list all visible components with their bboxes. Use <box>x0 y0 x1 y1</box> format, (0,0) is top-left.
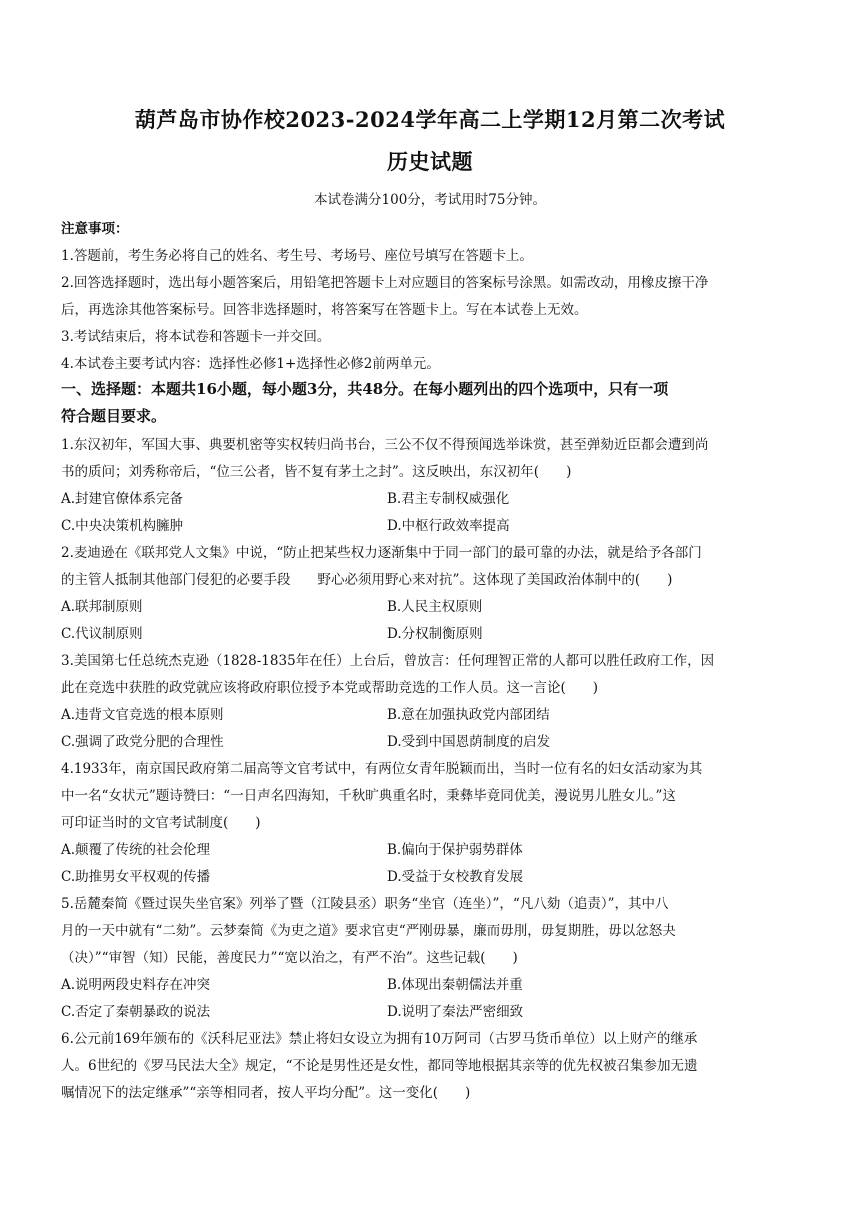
question-2-stem: 2.麦迪逊在《联邦党人文集》中说，“防止把某些权力逐渐集中于同一部门的最可靠的办法，就是给予各部门 <box>61 545 702 561</box>
section-heading-cont: 符合题目要求。 <box>61 407 167 425</box>
note-item: 4.本试卷主要考试内容：选择性必修1+选择性必修2前两单元。 <box>61 356 440 372</box>
question-3-stem: 此在竞选中获胜的政党就应该将政府职位授予本党或帮助竞选的工作人员。这一言论( ) <box>61 680 599 696</box>
section-heading: 一、选择题：本题共16小题，每小题3分，共48分。在每小题列出的四个选项中，只有一项 <box>61 380 669 398</box>
q5-option-b: B.体现出秦朝儒法并重 <box>387 977 523 993</box>
notes-heading: 注意事项： <box>61 221 129 237</box>
exam-title: 葫芦岛市协作校2023-2024学年高二上学期12月第二次考试 <box>134 107 726 132</box>
q1-option-c: C.中央决策机构臃肿 <box>61 518 184 534</box>
q4-option-a: A.颠覆了传统的社会伦理 <box>61 842 211 858</box>
question-6-stem: 人。6世纪的《罗马民法大全》规定，“不论是男性还是女性，都同等地根据其亲等的优先权被召集参加无遗 <box>61 1058 698 1074</box>
q4-option-c: C.助推男女平权观的传播 <box>61 869 211 885</box>
question-2-stem: 的主管人抵制其他部门侵犯的必要手段 野心必须用野心来对抗”。这体现了美国政治体制中的( ) <box>61 572 673 588</box>
q1-option-b: B.君主专制权威强化 <box>387 491 510 507</box>
question-4-stem: 可印证当时的文官考试制度( ) <box>61 815 261 831</box>
exam-subject: 历史试题 <box>387 149 473 174</box>
q5-option-c: C.否定了秦朝暴政的说法 <box>61 1004 211 1020</box>
q3-option-a: A.违背文官竞选的根本原则 <box>61 707 224 723</box>
q5-option-d: D.说明了秦法严密细致 <box>387 1004 524 1020</box>
question-1-stem: 书的质问；刘秀称帝后，“位三公者，皆不复有茅土之封”。这反映出，东汉初年( ) <box>61 464 572 480</box>
q3-option-b: B.意在加强执政党内部团结 <box>387 707 550 723</box>
question-6-stem: 嘱情况下的法定继承”“亲等相同者，按人平均分配”。这一变化( ) <box>61 1085 471 1101</box>
q1-option-a: A.封建官僚体系完备 <box>61 491 184 507</box>
q2-option-c: C.代议制原则 <box>61 626 143 642</box>
question-5-stem: 月的一天中就有“二劾”。云梦秦简《为吏之道》要求官吏“严刚毋暴，廉而毋刖，毋复期胜，毋以忿怒夬 <box>61 923 676 939</box>
exam-info: 本试卷满分100分，考试用时75分钟。 <box>314 192 546 208</box>
question-6-stem: 6.公元前169年颁布的《沃科尼亚法》禁止将妇女设立为拥有10万阿司（古罗马货币单位）以上财产的继承 <box>61 1031 698 1047</box>
q1-option-d: D.中枢行政效率提高 <box>387 518 510 534</box>
q2-option-b: B.人民主权原则 <box>387 599 483 615</box>
q3-option-d: D.受到中国恩荫制度的启发 <box>387 734 551 750</box>
q2-option-a: A.联邦制原则 <box>61 599 143 615</box>
question-3-stem: 3.美国第七任总统杰克逊（1828-1835年在任）上台后，曾放言：任何理智正常的人都可以胜任政府工作，因 <box>61 653 715 669</box>
note-item: 1.答题前，考生务必将自己的姓名、考生号、考场号、座位号填写在答题卡上。 <box>61 248 533 264</box>
note-item: 3.考试结束后，将本试卷和答题卡一并交回。 <box>61 329 331 345</box>
question-4-stem: 4.1933年，南京国民政府第二届高等文官考试中，有两位女青年脱颖而出，当时一位有名的妇女活动家为其 <box>61 761 703 777</box>
question-1-stem: 1.东汉初年，军国大事、典要机密等实权转归尚书台，三公不仅不得预闻选举诛赏，甚至弹劾近臣都会遭到尚 <box>61 437 709 453</box>
q4-option-b: B.偏向于保护弱势群体 <box>387 842 523 858</box>
note-item: 2.回答选择题时，选出每小题答案后，用铅笔把答题卡上对应题目的答案标号涂黑。如需改动，用橡皮擦干净 <box>61 275 709 291</box>
q5-option-a: A.说明两段史料存在冲突 <box>61 977 211 993</box>
q2-option-d: D.分权制衡原则 <box>387 626 483 642</box>
question-5-stem: 5.岳麓秦简《暨过误失坐官案》列举了暨（江陵县丞）职务“坐官（连坐）”，“凡八劾（追责）”，其中八 <box>61 896 669 912</box>
q4-option-d: D.受益于女校教育发展 <box>387 869 524 885</box>
q3-option-c: C.强调了政党分肥的合理性 <box>61 734 224 750</box>
question-4-stem: 中一名“女状元”题诗赞曰：“一日声名四海知，千秋旷典重名时，秉彝毕竟同优美，漫说男儿胜女儿。”这 <box>61 788 676 804</box>
question-5-stem: （决）”“审智（知）民能，善度民力”“宽以治之，有严不治”。这些记载( ) <box>61 950 518 966</box>
note-item: 后，再选涂其他答案标号。回答非选择题时，将答案写在答题卡上。写在本试卷上无效。 <box>61 302 588 318</box>
